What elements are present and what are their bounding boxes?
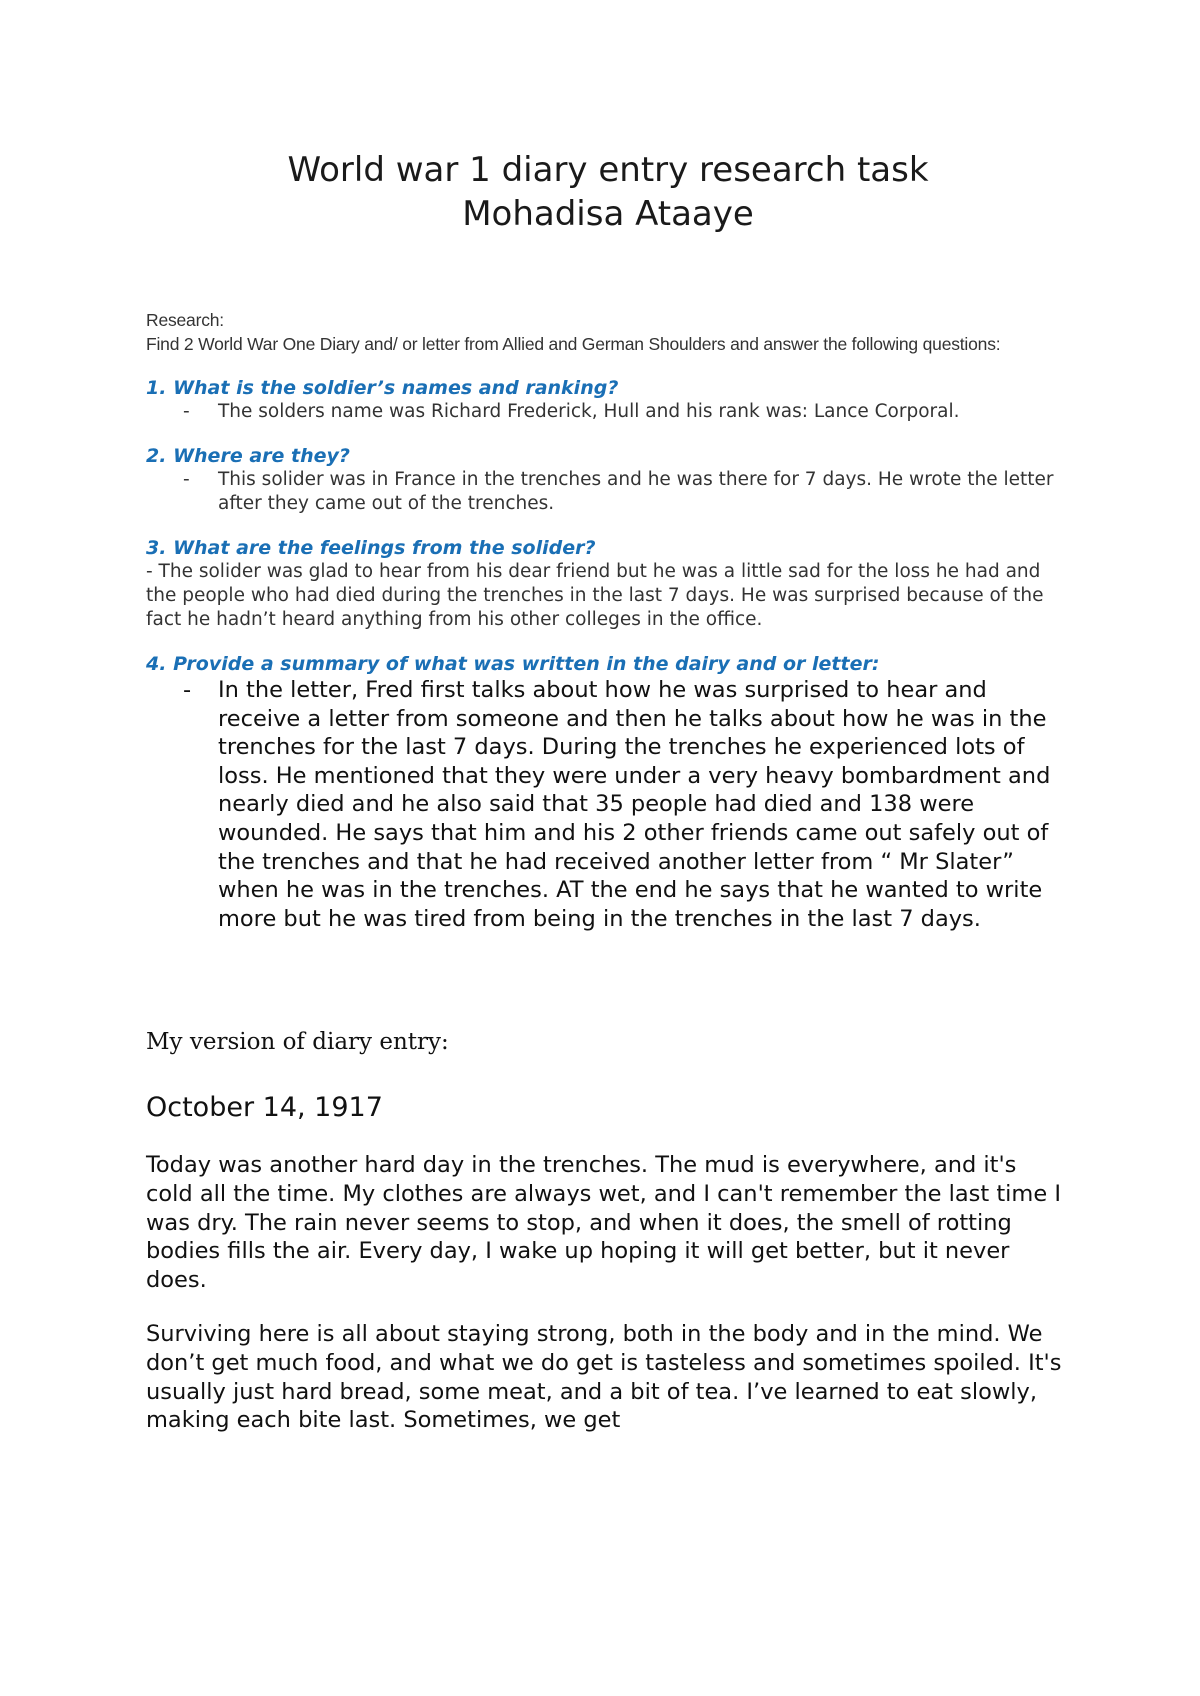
question-text: Provide a summary of what was written in the dairy and or letter: (173, 653, 880, 675)
answer-text: In the letter, Fred first talks about how he was surprised to hear and receive a letter from someone and then he talks about how he was in the trenches for the last 7 days. During the trenches he experienced lots of loss. He mentioned that they were under a very heavy bombardment and nearly died and he also said that 35 people had died and 138 were wounded. He says that him and his 2 other friends came out safely out of the trenches and that he had received another letter from “ Mr Slater” when he was in the trenches. AT the end he says that he wanted to write more but he was tired from being in the trenches in the last 7 days. (218, 677, 1051, 932)
bullet-dash: - (183, 401, 190, 422)
question-text: What are the feelings from the solider? (173, 537, 596, 559)
question-section-2 (146, 444, 1070, 516)
answer-text: The solders name was Richard Frederick, Hull and his rank was: Lance Corporal. (218, 401, 960, 422)
author-name: Mohadisa Ataaye (462, 194, 754, 234)
bullet-dash: - (183, 469, 190, 490)
diary-date: October 14, 1917 (146, 1092, 383, 1124)
question-heading-4 (146, 652, 1070, 676)
question-heading-3 (146, 536, 1070, 560)
answer-text: This solider was in France in the trenches and he was there for 7 days. He wrote the letter after they came out of the trenches. (218, 469, 1054, 514)
question-heading-1 (146, 376, 1070, 400)
question-section-4 (146, 652, 1070, 933)
question-text: What is the soldier’s names and ranking? (173, 377, 619, 399)
question-number: 3. (146, 537, 167, 559)
question-number: 1. (146, 377, 167, 399)
question-section-1 (146, 376, 1070, 424)
bullet-dash: - (183, 677, 192, 703)
title-line-1: World war 1 diary entry research task (287, 150, 929, 190)
document-title (146, 148, 1070, 236)
question-section-3 (146, 536, 1070, 632)
diary-paragraph-2: Surviving here is all about staying strong, both in the body and in the mind. We don’t get much food, and what we do get is tasteless and sometimes spoiled. It's usually just hard bread, some meat, and a bit of tea. I’ve learned to eat slowly, making each bite last. Sometimes, we get (146, 1321, 1062, 1434)
research-instructions: Find 2 World War One Diary and/ or letter from Allied and German Shoulders and answer the following questions: (146, 334, 1001, 354)
question-number: 2. (146, 445, 167, 467)
question-number: 4. (146, 653, 167, 675)
answer-2 (146, 468, 1070, 516)
research-intro (146, 308, 1070, 356)
diary-heading: My version of diary entry: (146, 1029, 449, 1056)
research-label: Research: (146, 310, 224, 330)
question-heading-2 (146, 444, 1070, 468)
answer-3: - The solider was glad to hear from his dear friend but he was a little sad for the loss he had and the people who had died during the trenches in the last 7 days. He was surprised because of the fact he hadn’t heard anything from his other colleges in the office. (146, 561, 1044, 630)
answer-1 (146, 400, 1070, 424)
answer-4 (146, 676, 1070, 933)
question-text: Where are they? (173, 445, 350, 467)
diary-paragraph-1: Today was another hard day in the trenches. The mud is everywhere, and it's cold all the time. My clothes are always wet, and I can't remember the last time I was dry. The rain never seems to stop, and when it does, the smell of rotting bodies fills the air. Every day, I wake up hoping it will get better, but it never does. (146, 1152, 1061, 1293)
